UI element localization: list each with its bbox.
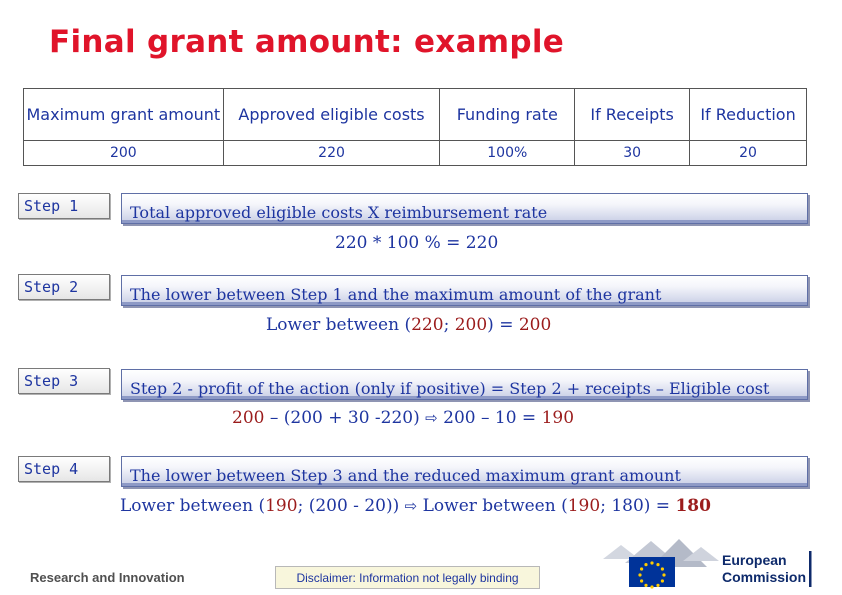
step-4-description: The lower between Step 3 and the reduced maximum grant amount xyxy=(121,456,808,487)
step-3-result-tail: 200 – 10 = xyxy=(437,408,542,428)
table-header-row xyxy=(24,89,807,141)
step-2-value-result: 200 xyxy=(518,315,552,335)
header-max-grant: Maximum grant amount xyxy=(24,89,224,141)
logo-divider xyxy=(809,551,812,587)
grant-table xyxy=(23,88,807,166)
step-4-result-prefix: Lower between ( xyxy=(120,496,266,516)
cell-receipts: 30 xyxy=(575,141,690,166)
step-3-result-mid: – (200 + 30 -220) xyxy=(264,408,426,428)
header-approved-costs: Approved eligible costs xyxy=(223,89,440,141)
step-4-result-mid2: Lower between ( xyxy=(417,496,568,516)
step-2-value-b: 200 xyxy=(454,315,488,335)
step-2-result-sep: ; xyxy=(443,315,455,335)
logo-line-1: European xyxy=(722,552,787,568)
logo-line-2: Commission xyxy=(722,569,807,585)
header-funding-rate: Funding rate xyxy=(440,89,575,141)
footer-research-innovation: Research and Innovation xyxy=(30,570,185,585)
step-2-value-a: 220 xyxy=(411,315,444,335)
table-row xyxy=(24,141,807,166)
step-2-description: The lower between Step 1 and the maximum amount of the grant xyxy=(121,275,808,306)
right-arrow-icon: ⇨ xyxy=(425,409,438,427)
step-1-result: 220 * 100 % = 220 xyxy=(335,233,499,253)
cell-funding-rate: 100% xyxy=(440,141,575,166)
step-2-result xyxy=(266,315,551,335)
cell-approved-costs: 220 xyxy=(223,141,440,166)
disclaimer-box: Disclaimer: Information not legally binding xyxy=(275,566,540,589)
cell-max-grant: 200 xyxy=(24,141,224,166)
step-4-label: Step 4 xyxy=(18,456,110,482)
page-title: Final grant amount: example xyxy=(49,24,565,60)
step-3-value-a: 200 xyxy=(232,408,265,428)
step-4-value-result: 180 xyxy=(675,496,711,516)
step-4-value-a: 190 xyxy=(265,496,298,516)
european-commission-wordmark xyxy=(722,552,806,586)
cell-reduction: 20 xyxy=(690,141,807,166)
step-1-label: Step 1 xyxy=(18,193,110,219)
step-4-result-mid3: ; 180) = xyxy=(600,496,676,516)
step-3-value-result: 190 xyxy=(541,408,575,428)
step-2-result-eq: ) = xyxy=(487,315,519,335)
step-4-result xyxy=(120,496,711,516)
step-2-label: Step 2 xyxy=(18,274,110,300)
step-2-result-prefix: Lower between ( xyxy=(266,315,412,335)
right-arrow-icon: ⇨ xyxy=(404,497,418,515)
step-4-value-b: 190 xyxy=(567,496,601,516)
header-reduction: If Reduction xyxy=(690,89,807,141)
step-3-description: Step 2 - profit of the action (only if positive) = Step 2 + receipts – Eligible cost xyxy=(121,369,808,400)
step-3-result xyxy=(232,408,574,428)
step-3-label: Step 3 xyxy=(18,368,110,394)
step-1-description: Total approved eligible costs X reimbursement rate xyxy=(121,193,808,224)
step-4-result-mid: ; (200 - 20)) xyxy=(297,496,405,516)
header-receipts: If Receipts xyxy=(575,89,690,141)
